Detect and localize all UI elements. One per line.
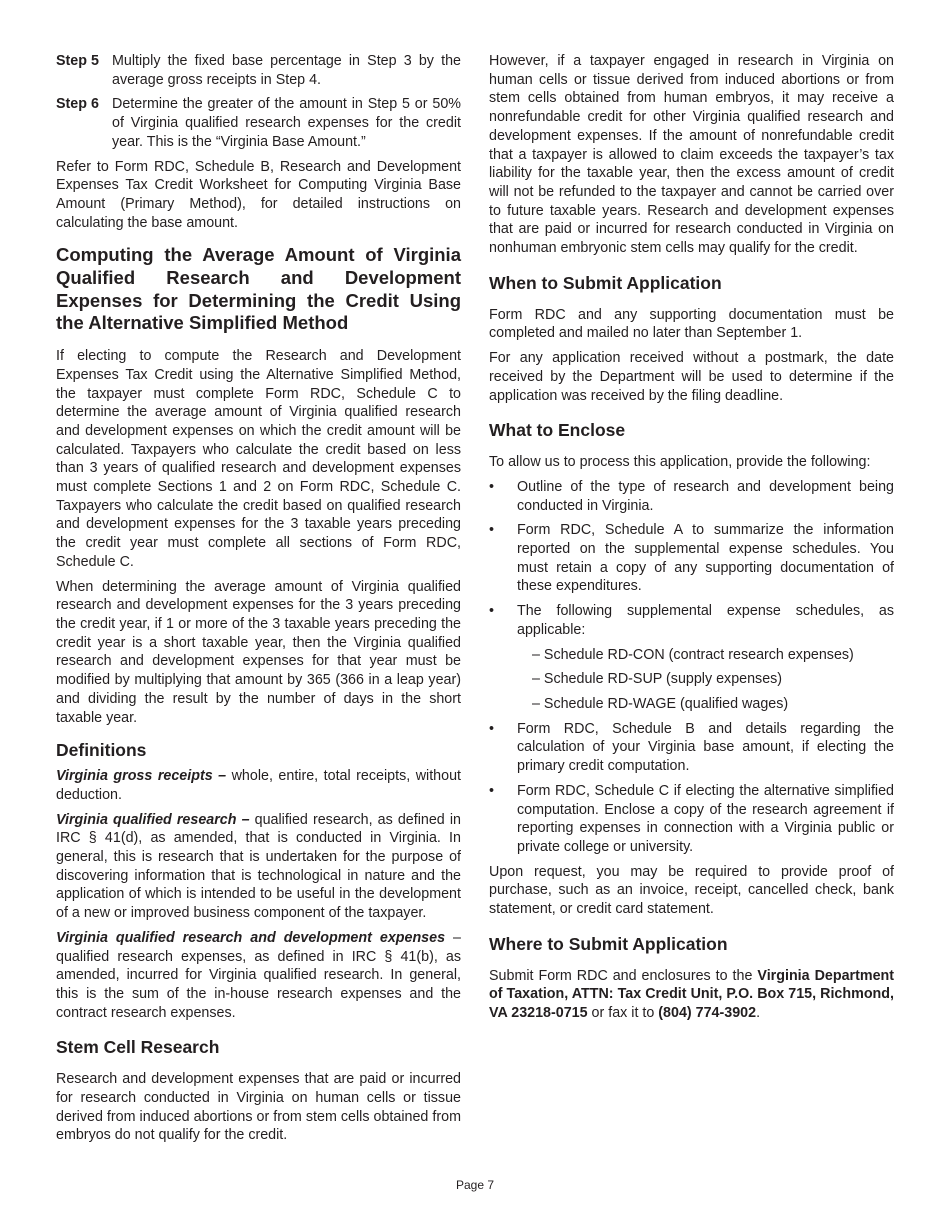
bullet-text: Form RDC, Schedule B and details regarding the calculation of your Virginia base amount, if electing the primary credit computation. xyxy=(517,720,894,775)
bullet-icon: • xyxy=(489,478,495,495)
list-item xyxy=(489,478,894,515)
bullet-icon: • xyxy=(489,782,495,799)
definition-text: qualified research, as defined in IRC § 41(d), as amended, that is conducted in Virginia. In general, this is research that is undertaken for the purpose of discovering information that is technological in nature and the application of which is intended to be useful in the development of a new or improved business component of the taxpayer. xyxy=(56,811,461,922)
definitions-heading: Definitions xyxy=(56,740,147,761)
definition-text: – qualified research expenses, as defined in IRC § 41(b), as amended, incurred for Virginia qualified research. In general, this is the sum of the in-house research expenses and the contract research expenses. xyxy=(56,929,461,1021)
when-paragraph: For any application received without a postmark, the date received by the Department will be used to determine if the application was received by the filing deadline. xyxy=(489,350,894,404)
where-suffix: . xyxy=(756,1005,761,1022)
definition-gross-receipts xyxy=(56,767,461,804)
enclose-intro: To allow us to process this application, provide the following: xyxy=(489,454,871,471)
computing-paragraph: When determining the average amount of Virginia qualified research and development expenses for the 3 years preceding the credit year, if 1 or more of the 3 taxable years preceding the credit year is a short taxable year, then the Virginia qualified research and development expenses for that year must be modified by multiplying that amount by 365 (366 in a leap year) and dividing the result by the number of days in the short taxable year. xyxy=(56,578,461,726)
definition-text: whole, entire, total receipts, without deduction. xyxy=(56,768,461,803)
bullet-icon: • xyxy=(489,720,495,737)
however-paragraph: However, if a taxpayer engaged in research in Virginia on human cells or tissue derived from induced abortions or from stem cells obtained from human embryos, it may receive a nonrefundable credit for other Virginia qualified research and development expenses. If the amount of nonrefundable credit that a taxpayer is allowed to claim exceeds the taxpayer’s tax liability for the taxable year, then the excess amount of credit will not be refunded to the taxpayer and cannot be carried over to future taxable years. Research and development expenses that are paid or incurred for research conducted in Virginia on nonhuman embryonic stem cells may qualify for the credit. xyxy=(489,53,894,257)
upon-request-paragraph: Upon request, you may be required to provide proof of purchase, such as an invoice, receipt, cancelled check, bank statement, or credit card statement. xyxy=(489,863,894,918)
computing-heading: Computing the Average Amount of Virginia Qualified Research and Development Expenses for Determining the Credit Using the Alternative Simplified Method xyxy=(56,244,461,334)
left-column xyxy=(56,52,461,1151)
enclose-list-continued xyxy=(489,720,894,857)
bullet-text: Form RDC, Schedule A to summarize the information reported on the supplemental expense schedules. You must retain a copy of any supporting documentation of these expenditures. xyxy=(517,522,894,595)
step-text: Multiply the fixed base percentage in Step 3 by the average gross receipts in Step 4. xyxy=(112,53,461,88)
when-paragraph: Form RDC and any supporting documentation must be completed and mailed no later than September 1. xyxy=(489,306,894,342)
stem-cell-paragraph: Research and development expenses that are paid or incurred for research conducted in Virginia on human cells or tissue derived from induced abortions or from stem cells obtained from embryos do not qualify for the credit. xyxy=(56,1071,461,1144)
definition-qualified-research xyxy=(56,811,461,923)
refer-paragraph: Refer to Form RDC, Schedule B, Research and Development Expenses Tax Credit Worksheet for Computing Virginia Base Amount (Primary Method), for detailed instructions on calculating the base amount. xyxy=(56,158,461,231)
definition-term: Virginia gross receipts – xyxy=(56,768,227,785)
step-text: Determine the greater of the amount in Step 5 or 50% of Virginia qualified research expenses for the credit year. This is the “Virginia Base Amount.” xyxy=(112,96,461,150)
computing-paragraph: If electing to compute the Research and Development Expenses Tax Credit using the Alternative Simplified Method, the taxpayer must complete Form RDC, Schedule C to determine the average amount of Virginia qualified research and development expenses on which the credit amount will be calculated. Taxpayers who calculate the credit based on less than 3 years of qualified research and development expenses must complete Sections 1 and 2 on Form RDC, Schedule C. Taxpayers who calculate the credit based on qualified research and development expenses for the 3 taxable years preceding the credit year must complete all sections of Form RDC, Schedule C. xyxy=(56,348,461,570)
bullet-icon: • xyxy=(489,522,495,539)
step-5 xyxy=(56,52,461,89)
where-paragraph xyxy=(489,967,894,1023)
list-item xyxy=(489,720,894,776)
where-middle: or fax it to xyxy=(587,1005,659,1022)
step-label: Step 5 xyxy=(56,53,99,69)
bullet-text: The following supplemental expense schedules, as applicable: xyxy=(517,603,894,638)
when-heading: When to Submit Application xyxy=(489,272,722,293)
list-item xyxy=(489,602,894,639)
where-heading: Where to Submit Application xyxy=(489,933,728,954)
list-item xyxy=(489,782,894,857)
list-item xyxy=(489,521,894,596)
mailing-address: Virginia Department of Taxation, ATTN: Tax Credit Unit, P.O. Box 715, Richmond, VA 23218-0715 xyxy=(489,967,895,1022)
schedule-item: – Schedule RD-SUP (supply expenses) xyxy=(532,671,783,688)
page-number: Page 7 xyxy=(455,1178,495,1192)
definition-qualified-expenses xyxy=(56,929,461,1023)
bullet-text: Form RDC, Schedule C if electing the alternative simplified computation. Enclose a copy of the research agreement if reporting expenses in connection with a Virginia public or private college or university. xyxy=(517,782,894,855)
bullet-icon: • xyxy=(489,603,495,620)
step-6 xyxy=(56,95,461,151)
enclose-heading: What to Enclose xyxy=(489,420,626,441)
step-label: Step 6 xyxy=(56,96,99,113)
definition-term: Virginia qualified research – xyxy=(56,811,250,828)
bullet-text: Outline of the type of research and development being conducted in Virginia. xyxy=(517,478,894,514)
fax-number: (804) 774-3902 xyxy=(658,1005,757,1022)
where-prefix: Submit Form RDC and enclosures to the xyxy=(489,967,758,984)
right-column xyxy=(489,52,894,1029)
definition-term: Virginia qualified research and development expenses xyxy=(56,929,446,946)
schedule-item: – Schedule RD-CON (contract research expenses) xyxy=(532,646,854,663)
schedule-item: – Schedule RD-WAGE (qualified wages) xyxy=(532,695,789,712)
enclose-list xyxy=(489,478,894,640)
stem-cell-heading: Stem Cell Research xyxy=(56,1037,220,1058)
